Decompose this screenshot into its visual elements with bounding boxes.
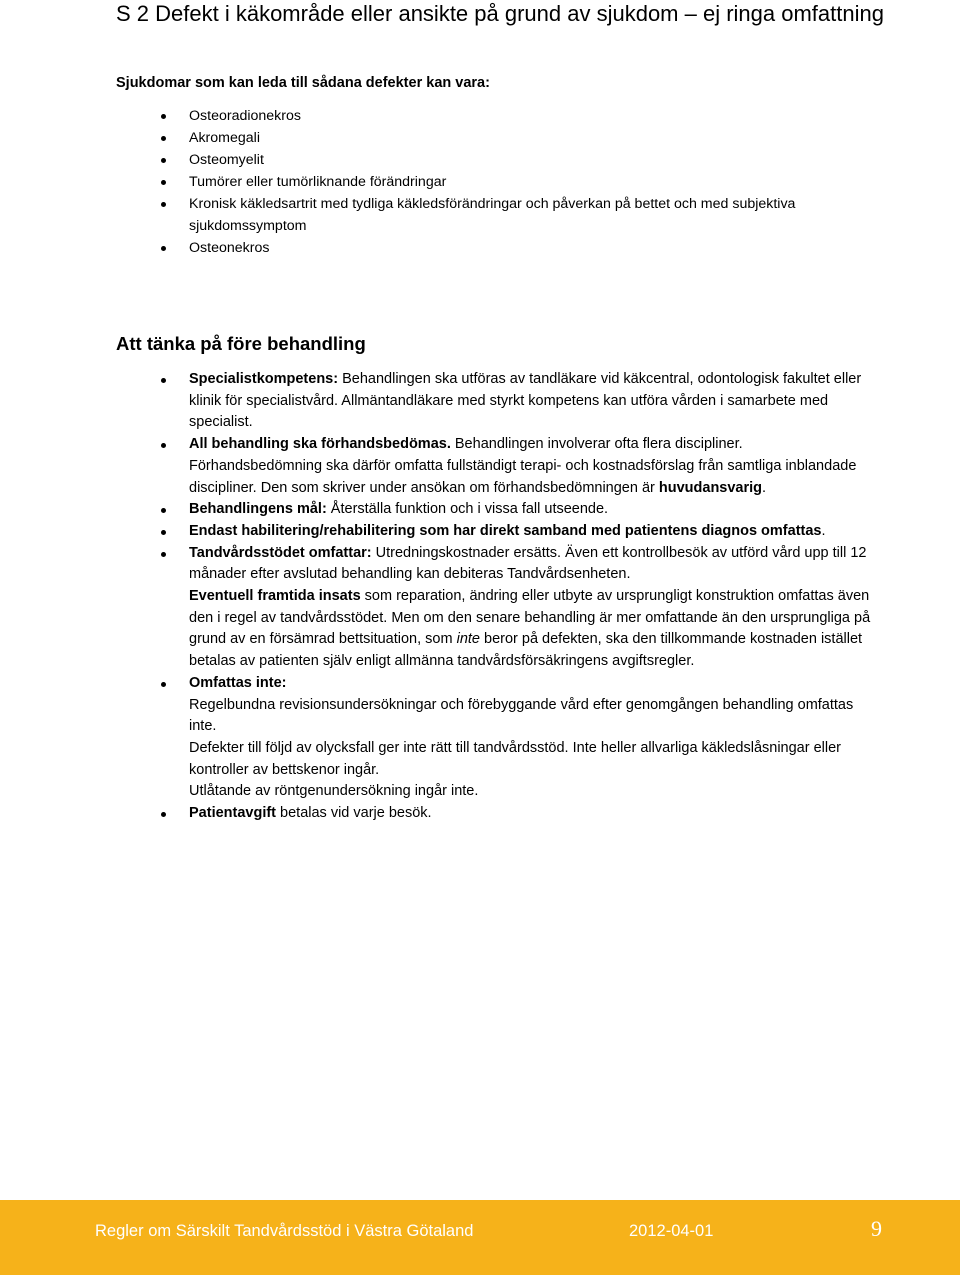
bullet-icon xyxy=(161,530,166,535)
list-item-not-covered: Omfattas inte: Regelbundna revisionsundersökningar och förebyggande vård efter genomgången behandling omfattas inte. Defekter till följd av olycksfall ger inte rätt till tandvårdsstöd. Inte heller allvarliga käkledslåsningar eller kontroller av bettskenor ingår. Utlåtande av röntgenundersökning ingår inte. xyxy=(0,673,879,803)
bullet-icon xyxy=(161,682,166,687)
list-item: Tumörer eller tumörliknande förändringar xyxy=(0,171,879,193)
section-heading-diseases: Sjukdomar som kan leda till sådana defekter kan vara: xyxy=(116,75,490,91)
bullet-icon xyxy=(161,136,166,141)
list-item: Osteoradionekros xyxy=(0,105,879,127)
disease-list xyxy=(0,105,879,259)
bullet-icon xyxy=(161,443,166,448)
list-item-patient-fee: Patientavgift betalas vid varje besök. xyxy=(0,803,879,825)
bullet-icon xyxy=(161,158,166,163)
footer-date: 2012-04-01 xyxy=(629,1222,714,1240)
section-heading-before-treatment: Att tänka på före behandling xyxy=(116,333,366,354)
list-item-scope: Endast habilitering/rehabilitering som har direkt samband med patientens diagnos omfattas. xyxy=(0,521,879,543)
list-item: Akromegali xyxy=(0,127,879,149)
bullet-icon xyxy=(161,378,166,383)
page-number: 9 xyxy=(871,1216,882,1241)
bullet-icon xyxy=(161,114,166,119)
page-title: S 2 Defekt i käkområde eller ansikte på grund av sjukdom – ej ringa omfattning xyxy=(116,1,884,26)
list-item: Osteonekros xyxy=(0,237,879,259)
list-item-specialist: Specialistkompetens: Behandlingen ska utföras av tandläkare vid käkcentral, odontologisk fakultet eller klinik för specialistvård. Allmäntandläkare med styrkt kompetens kan utföra vården i samarbete med specialist. xyxy=(0,369,879,434)
bullet-icon xyxy=(161,812,166,817)
list-item: Kronisk käkledsartrit med tydliga käkledsförändringar och påverkan på bettet och med subjektiva sjukdomssymptom xyxy=(0,193,879,237)
list-item: Osteomyelit xyxy=(0,149,879,171)
bullet-icon xyxy=(161,508,166,513)
bullet-icon xyxy=(161,552,166,557)
treatment-list xyxy=(0,369,879,825)
list-item-prior-assessment: All behandling ska förhandsbedömas. Behandlingen involverar ofta flera discipliner. Förhandsbedömning ska därför omfatta fullständigt terapi- och kostnadsförslag från samtliga inblandade discipliner. Den som skriver under ansökan om förhandsbedömningen är huvudansvarig. xyxy=(0,434,879,499)
bullet-icon xyxy=(161,202,166,207)
list-item-goal: Behandlingens mål: Återställa funktion och i vissa fall utseende. xyxy=(0,499,879,521)
page-footer xyxy=(0,1200,960,1275)
bullet-icon xyxy=(161,246,166,251)
footer-title: Regler om Särskilt Tandvårdsstöd i Västra Götaland xyxy=(95,1222,474,1240)
list-item-covers: Tandvårdsstödet omfattar: Utredningskostnader ersätts. Även ett kontrollbesök av utförd vård upp till 12 månader efter avslutad behandling kan debiteras Tandvårdsenheten. Eventuell framtida insats som reparation, ändring eller utbyte av ursprungligt konstruktion omfattas även den i regel av tandvårdsstödet. Men om den senare behandling är mer omfattande än den ursprungliga på grund av en försämrad bettsituation, som inte beror på defekten, ska den tillkommande kostnaden istället betalas av patienten själv enligt allmänna tandvårdsförsäkringens avgiftsregler. xyxy=(0,543,879,673)
bullet-icon xyxy=(161,180,166,185)
